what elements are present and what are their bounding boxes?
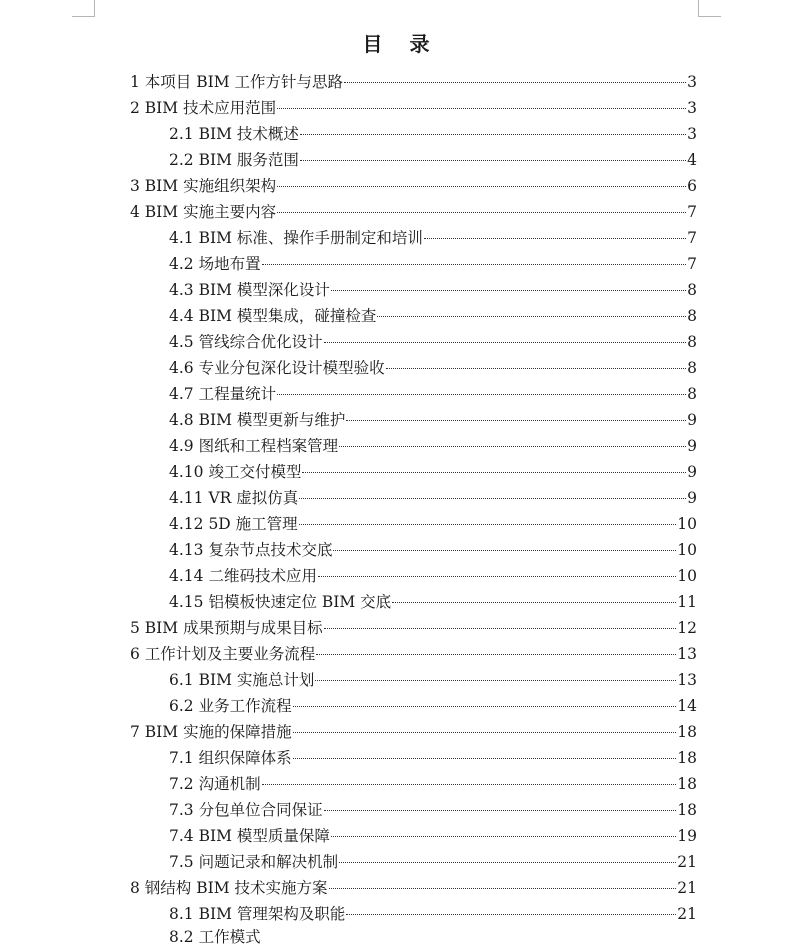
toc-entry-section[interactable] (169, 693, 697, 719)
toc-entry-section[interactable] (169, 771, 697, 797)
dot-leader (346, 914, 676, 915)
toc-entry-label: 2.1 BIM 技术概述 (169, 125, 299, 143)
dot-leader (299, 498, 686, 499)
toc-entry-section[interactable] (169, 147, 697, 173)
dot-leader (299, 524, 677, 525)
dot-leader (324, 810, 677, 811)
toc-entry-label: 8.1 BIM 管理架构及职能 (169, 905, 346, 923)
toc-entry-page-number: 10 (677, 567, 697, 585)
toc-entry-page-number: 9 (687, 463, 697, 481)
dot-leader (302, 472, 686, 473)
toc-entry-label: 4.1 BIM 标准、操作手册制定和培训 (169, 229, 423, 247)
toc-entry-label: 4.4 BIM 模型集成，碰撞检查 (169, 307, 377, 325)
dot-leader (339, 446, 686, 447)
toc-entry-section[interactable] (169, 225, 697, 251)
toc-entry-section[interactable] (169, 563, 697, 589)
toc-entry-page-number: 10 (677, 541, 697, 559)
toc-entry-section[interactable] (169, 667, 697, 693)
toc-entry-page-number: 9 (687, 437, 697, 455)
toc-entry-section[interactable] (169, 355, 697, 381)
toc-entry-label: 7.1 组织保障体系 (169, 749, 292, 767)
toc-entry-label: 4.5 管线综合优化设计 (169, 333, 323, 351)
toc-entry-page-number: 7 (687, 203, 697, 221)
toc-entry-page-number: 9 (687, 489, 697, 507)
toc-entry-chapter[interactable] (130, 173, 697, 199)
toc-entry-section[interactable] (169, 329, 697, 355)
toc-entry-page-number: 12 (677, 619, 697, 637)
toc-entry-chapter[interactable] (130, 69, 697, 95)
toc-entry-page-number: 9 (687, 411, 697, 429)
toc-entry-page-number: 13 (677, 645, 697, 663)
toc-entry-section[interactable] (169, 433, 697, 459)
dot-leader (331, 290, 686, 291)
toc-entry-page-number: 21 (677, 879, 697, 897)
toc-entry-cut-off: 8.2 工作模式 (169, 928, 261, 946)
toc-entry-section[interactable] (169, 797, 697, 823)
toc-entry-section[interactable] (169, 303, 697, 329)
dot-leader (377, 316, 686, 317)
dot-leader (293, 706, 677, 707)
toc-entry-label: 6.2 业务工作流程 (169, 697, 292, 715)
toc-entry-label: 4.13 复杂节点技术交底 (169, 541, 333, 559)
toc-entry-section[interactable] (169, 277, 697, 303)
toc-entry-section[interactable] (169, 459, 697, 485)
dot-leader (386, 368, 687, 369)
toc-entry-label: 4.14 二维码技术应用 (169, 567, 317, 585)
toc-entry-section[interactable] (169, 823, 697, 849)
toc-entry-label: 7.2 沟通机制 (169, 775, 261, 793)
toc-entry-label: 4.7 工程量统计 (169, 385, 277, 403)
dot-leader (346, 420, 686, 421)
toc-entry-page-number: 8 (687, 385, 697, 403)
toc-entry-page-number: 7 (687, 229, 697, 247)
dot-leader (262, 264, 687, 265)
dot-leader (315, 680, 676, 681)
toc-entry-label: 4 BIM 实施主要内容 (130, 203, 277, 221)
dot-leader (293, 732, 677, 733)
toc-entry-page-number: 6 (687, 177, 697, 195)
page-corner-mark-left (72, 0, 95, 17)
toc-entry-label: 2.2 BIM 服务范围 (169, 151, 299, 169)
page-corner-mark-right (698, 0, 721, 17)
toc-entry-section[interactable] (169, 511, 697, 537)
toc-entry-label: 4.9 图纸和工程档案管理 (169, 437, 339, 455)
toc-entry-section[interactable] (169, 381, 697, 407)
toc-entry-label: 4.10 竣工交付模型 (169, 463, 302, 481)
dot-leader (277, 212, 686, 213)
toc-entry-label: 6 工作计划及主要业务流程 (130, 645, 316, 663)
toc-entry-page-number: 18 (677, 775, 697, 793)
toc-entry-page-number: 8 (687, 333, 697, 351)
toc-title: 目 录 (362, 32, 440, 56)
toc-entry-page-number: 3 (687, 99, 697, 117)
toc-entry-label: 1 本项目 BIM 工作方针与思路 (130, 73, 344, 91)
toc-entry-page-number: 11 (677, 593, 697, 611)
toc-entry-label: 4.2 场地布置 (169, 255, 261, 273)
dot-leader (392, 602, 676, 603)
toc-entry-chapter[interactable] (130, 719, 697, 745)
toc-entry-label: 5 BIM 成果预期与成果目标 (130, 619, 323, 637)
dot-leader (329, 888, 677, 889)
dot-leader (324, 628, 677, 629)
dot-leader (262, 784, 677, 785)
toc-entry-page-number: 8 (687, 307, 697, 325)
toc-entry-chapter[interactable] (130, 615, 697, 641)
toc-entry-label: 4.6 专业分包深化设计模型验收 (169, 359, 385, 377)
dot-leader (344, 82, 686, 83)
dot-leader (277, 108, 686, 109)
toc-entry-section[interactable] (169, 589, 697, 615)
toc-entry-chapter[interactable] (130, 199, 697, 225)
dot-leader (424, 238, 686, 239)
dot-leader (316, 654, 676, 655)
toc-entry-label: 4.15 铝模板快速定位 BIM 交底 (169, 593, 392, 611)
toc-entry-page-number: 18 (677, 723, 697, 741)
toc-entry-page-number: 18 (677, 801, 697, 819)
dot-leader (339, 862, 676, 863)
dot-leader (293, 758, 677, 759)
toc-entry-label: 8 钢结构 BIM 技术实施方案 (130, 879, 328, 897)
toc-entry-page-number: 8 (687, 281, 697, 299)
toc-entry-label: 4.11 VR 虚拟仿真 (169, 489, 299, 507)
toc-entry-label: 4.8 BIM 模型更新与维护 (169, 411, 346, 429)
toc-entry-page-number: 4 (687, 151, 697, 169)
toc-entry-label: 7.4 BIM 模型质量保障 (169, 827, 330, 845)
toc-entry-label: 3 BIM 实施组织架构 (130, 177, 277, 195)
toc-entry-page-number: 8 (687, 359, 697, 377)
toc-entry-page-number: 21 (677, 853, 697, 871)
toc-entry-page-number: 10 (677, 515, 697, 533)
toc-entry-label: 6.1 BIM 实施总计划 (169, 671, 315, 689)
toc-entry-page-number: 19 (677, 827, 697, 845)
toc-entry-page-number: 3 (687, 125, 697, 143)
dot-leader (300, 134, 686, 135)
toc-entry-page-number: 3 (687, 73, 697, 91)
toc-entry-page-number: 13 (677, 671, 697, 689)
toc-entry-section[interactable] (169, 121, 697, 147)
toc-entry-label: 4.12 5D 施工管理 (169, 515, 298, 533)
dot-leader (277, 394, 686, 395)
toc-entry-label: 7.5 问题记录和解决机制 (169, 853, 339, 871)
toc-entry-label: 4.3 BIM 模型深化设计 (169, 281, 330, 299)
dot-leader (300, 160, 686, 161)
toc-entry-page-number: 14 (677, 697, 697, 715)
toc-entry-section[interactable] (169, 745, 697, 771)
dot-leader (331, 836, 676, 837)
toc-entry-page-number: 7 (687, 255, 697, 273)
toc-entry-chapter[interactable] (130, 641, 697, 667)
toc-entry-page-number: 21 (677, 905, 697, 923)
dot-leader (277, 186, 686, 187)
dot-leader (318, 576, 676, 577)
dot-leader (333, 550, 676, 551)
toc-entry-label: 7 BIM 实施的保障措施 (130, 723, 292, 741)
toc-entry-chapter[interactable] (130, 95, 697, 121)
toc-entry-section[interactable] (169, 849, 697, 875)
toc-entry-label: 7.3 分包单位合同保证 (169, 801, 323, 819)
toc-entry-section[interactable] (169, 485, 697, 511)
toc-entry-chapter[interactable] (130, 875, 697, 901)
dot-leader (324, 342, 687, 343)
toc-entry-section[interactable] (169, 407, 697, 433)
toc-entry-section[interactable] (169, 537, 697, 563)
toc-entry-section[interactable] (169, 251, 697, 277)
toc-entry-label: 2 BIM 技术应用范围 (130, 99, 277, 117)
toc-entry-page-number: 18 (677, 749, 697, 767)
